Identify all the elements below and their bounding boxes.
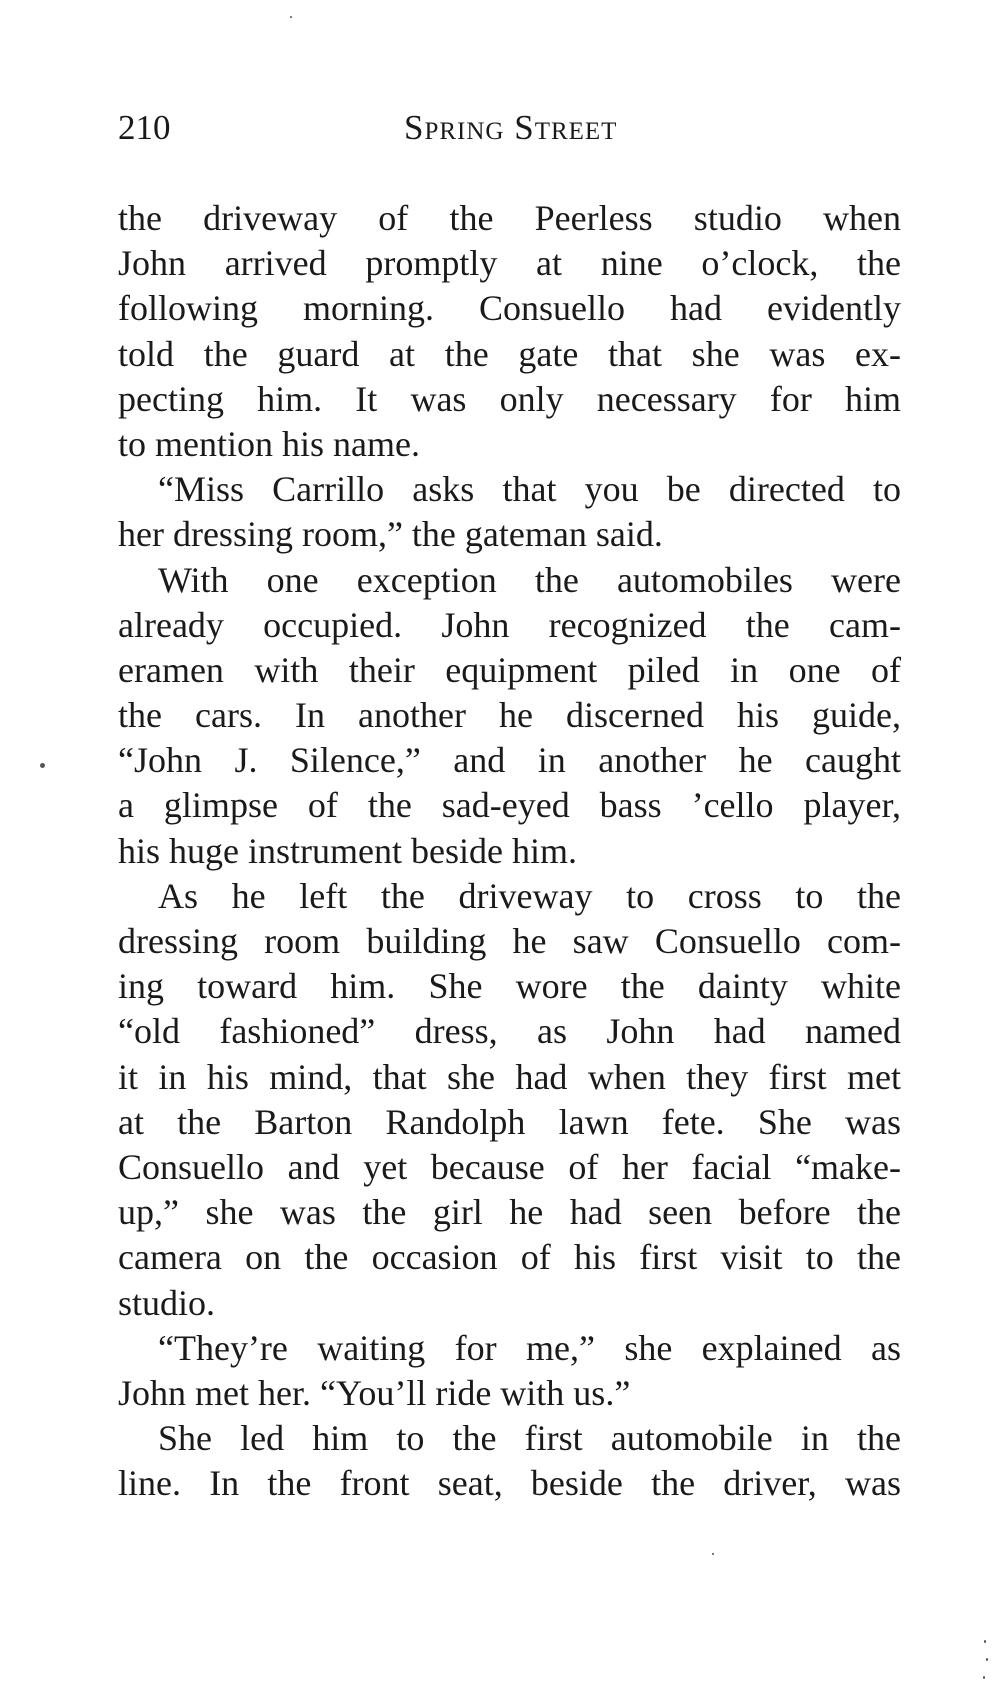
body-text <box>118 196 901 1506</box>
text-line: at the Barton Randolph lawn fete. She was <box>118 1101 901 1142</box>
text-line: already occupied. John recognized the cam- <box>118 604 901 645</box>
text-line: ing toward him. She wore the dainty white <box>118 966 901 1007</box>
text-line: line. In the front seat, beside the driver, was <box>118 1463 901 1504</box>
scan-speck <box>40 763 45 768</box>
text-line: “old fashioned” dress, as John had named <box>118 1011 901 1052</box>
text-line: “John J. Silence,” and in another he caught <box>118 740 901 781</box>
text-line: eramen with their equipment piled in one of <box>118 649 901 690</box>
text-line: following morning. Consuello had evidently <box>118 288 901 329</box>
page-header <box>118 106 900 150</box>
text-line: Consuello and yet because of her facial “make- <box>118 1146 901 1187</box>
scan-speck <box>712 1553 714 1555</box>
text-line: pecting him. It was only necessary for him <box>118 378 901 419</box>
text-line: As he left the driveway to cross to the <box>158 875 901 916</box>
text-line: With one exception the automobiles were <box>158 559 901 600</box>
text-line: the cars. In another he discerned his guide, <box>118 695 901 736</box>
text-line: a glimpse of the sad-eyed bass ’cello player, <box>118 785 901 826</box>
text-line: John arrived promptly at nine o’clock, the <box>118 243 901 284</box>
text-line: told the guard at the gate that she was ex- <box>118 333 901 374</box>
text-line: dressing room building he saw Consuello com- <box>118 921 901 961</box>
text-line: camera on the occasion of his first visit to the <box>118 1237 901 1278</box>
scan-speck <box>986 1658 988 1661</box>
running-title: Spring Street <box>404 108 618 147</box>
text-line: it in his mind, that she had when they first met <box>118 1056 901 1097</box>
page-number: 210 <box>118 108 171 147</box>
text-line: to mention his name. <box>118 423 420 464</box>
text-line: “They’re waiting for me,” she explained as <box>158 1327 901 1368</box>
scan-speck <box>983 1676 985 1679</box>
scan-speck <box>984 1640 986 1643</box>
text-line: the driveway of the Peerless studio when <box>118 198 901 238</box>
text-line: John met her. “You’ll ride with us.” <box>118 1372 631 1413</box>
text-line: up,” she was the girl he had seen before the <box>118 1192 901 1233</box>
scan-speck <box>290 16 292 18</box>
text-line: She led him to the first automobile in the <box>158 1418 901 1459</box>
text-line: her dressing room,” the gateman said. <box>118 514 663 555</box>
text-line: his huge instrument beside him. <box>118 830 577 871</box>
text-line: “Miss Carrillo asks that you be directed to <box>158 469 901 510</box>
text-line: studio. <box>118 1282 216 1323</box>
